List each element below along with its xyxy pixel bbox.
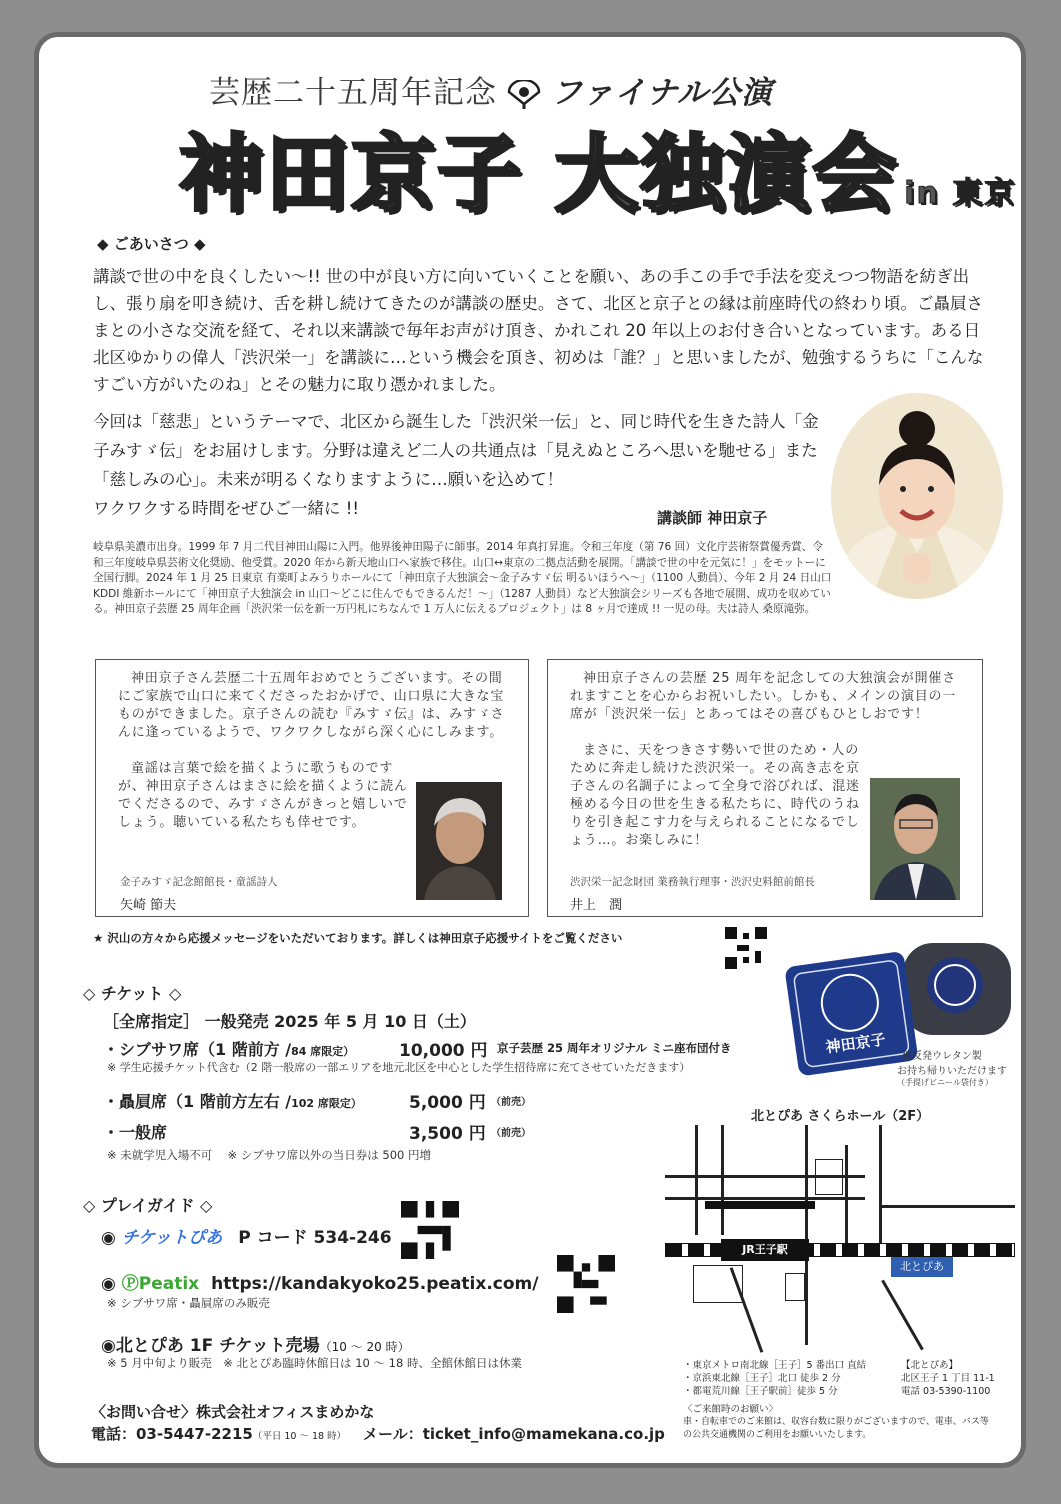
map-railway [665, 1243, 1015, 1257]
subtitle-anniversary: 芸歴二十五周年記念 [209, 75, 497, 111]
bullet-icon: ◉ [101, 1228, 122, 1248]
map-road [881, 1280, 924, 1351]
kyoko-portrait-image [831, 393, 1003, 599]
map-block [815, 1159, 843, 1195]
map-road [665, 1197, 865, 1200]
map-road [879, 1125, 882, 1255]
map-block [693, 1265, 743, 1303]
greeting-heading: ◆ ごあいさつ ◆ [97, 235, 206, 253]
signature: 講談師 神田京子 [657, 509, 768, 527]
main-title [179, 107, 1016, 228]
ticket-shibusawa-seat [103, 1037, 354, 1060]
inoue-photo [870, 778, 960, 900]
peatix-qr-code[interactable] [557, 1255, 615, 1313]
access-map [665, 1125, 1015, 1355]
kyoko-portrait [831, 393, 1003, 599]
biography: 岐阜県美濃市出身。1999 年 7 月二代目神田山陽に入門。他界後神田陽子に師事。2014 年真打昇進。令和三年度（第 76 回）文化庁芸術祭賞優秀賞、令和三年度岐阜県芸術文化奨励、他受賞。2020 年から新天地山口へ家族で移住。山口↔東京の二拠点活動を展開。「講談で世の中を元気に！」をモットーに全国行脚。2024 年 1 月 25 日東京 有楽町よみうりホールにて「神田京子大独演会～金子みすゞ伝 明るいほうへ～」（1100 人動員）、今年 2 月 24 日山口 KDDI 維新ホールにて「神田京子大独演会 in 山口～どこに住んでもできるんだ！～」（1287 人動員）など大独演会シリーズも各地で展開、成功を収めている。神田京子芸歴 25 周年企画「渋沢栄一伝を新一万円札にちなんで 1 万人に伝えるプロジェクト」は 8 ヶ月で達成 !! 一児の母。夫は詩人 桑原滝弥。 [93, 541, 832, 616]
map-road [695, 1125, 698, 1235]
message-1-title: 金子みすゞ記念館館長・童謡詩人 [120, 876, 278, 888]
pia-code: P コード 534-246 [238, 1228, 392, 1248]
cushion-caption-3: （手提げビニール袋付き） [897, 1078, 993, 1087]
ticket-pia[interactable] [101, 1223, 392, 1248]
venue-title: 北とぴあ さくらホール（2F） [751, 1109, 930, 1124]
location-suffix: in 東京 [904, 176, 1017, 211]
ticket-peatix[interactable] [101, 1269, 538, 1294]
venue-box-hours: （10 ～ 20 時） [319, 1340, 410, 1354]
shibusawa-seat-bonus: 京子芸歴 25 周年オリジナル ミニ座布団付き [497, 1041, 732, 1055]
venue-request: 車・自転車でのご来館は、収容台数に限りがございますので、電車、バス等の公共交通機関のご利用をお願いいたします。 [683, 1417, 989, 1440]
contact-phone [91, 1423, 346, 1444]
map-road [805, 1125, 808, 1345]
yazaki-photo [416, 782, 502, 900]
message-2-text-1: 神田京子さんの芸歴 25 周年を記念しての大独演会が開催されますことを心からお祝いしたい。しかも、メインの演目の一席が「渋沢栄一伝」とあってはその喜びもひとしおです！ [570, 671, 957, 722]
pia-qr-code[interactable] [401, 1201, 459, 1259]
venue-address [901, 1359, 995, 1398]
message-1-text-2: 童謡は言葉で絵を描くように歌うものですが、神田京子さんはまさに絵を描くように読んでくださるので、みすゞさんがきっと嬉しいでしょう。聴いている私たちも倖せです。 [118, 761, 408, 830]
cushion-caption-2: お持ち帰りいただけます [897, 1066, 1007, 1077]
message-1-text-1: 神田京子さん芸歴二十五周年おめでとうございます。その間にご家族で山口に来てくださったおかげで、山口県に大きな宝ものができました。京子さんの読む『みすゞ伝』は、みすゞさんに逢っているようで、ワクワクしながら深く心にしみます。 [118, 671, 505, 740]
venue-phone[interactable]: 電話 03-5390-1100 [901, 1386, 991, 1397]
cushion-name: 神田京子 [824, 1030, 887, 1057]
ticket-hiiki-seat [103, 1089, 362, 1112]
hiiki-seat-advance: （前売） [491, 1097, 531, 1108]
access-line-1: ・東京メトロ南北線［王子］5 番出口 直結 [683, 1360, 867, 1371]
general-seat-advance: （前売） [491, 1128, 531, 1139]
greeting-paragraph-2 [93, 407, 823, 523]
map-block [785, 1273, 805, 1301]
shibusawa-seat-price: 10,000 円 [399, 1041, 488, 1061]
playguide-heading: ◇ プレイガイド ◇ [83, 1196, 213, 1215]
greeting-paragraph-2-last: ワクワクする時間をぜひご一緒に !! [93, 499, 359, 518]
subtitle [209, 67, 773, 112]
ticket-notes: ※ 未就学児入場不可 ※ シブサワ席以外の当日券は 500 円増 [107, 1148, 431, 1162]
flyer-sheet [34, 32, 1026, 1468]
ticket-release-date: ［全席指定］ 一般発売 2025 年 5 月 10 日（土） [103, 1012, 476, 1031]
subtitle-final: ファイナル公演 [551, 75, 773, 111]
contact-mail[interactable]: メール：ticket_info@mamekana.co.jp [363, 1425, 665, 1443]
ticket-venue-box [101, 1331, 410, 1356]
cushion-caption [897, 1047, 1007, 1088]
contact-label: 〈お問い合せ〉株式会社オフィスまめかな [91, 1403, 375, 1421]
tickets-heading: ◇ チケット ◇ [83, 984, 182, 1003]
general-seat-price: 3,500 円 [409, 1124, 486, 1144]
address-label: 【北とぴあ】 [901, 1360, 959, 1371]
hiiki-seat-limit: 102 席限定） [291, 1097, 362, 1110]
hiiki-seat-price: 5,000 円 [409, 1093, 486, 1113]
message-2-name: 井上 潤 [570, 898, 623, 913]
peatix-note: ※ シブサワ席・贔屓席のみ販売 [107, 1296, 270, 1310]
fan-icon [507, 80, 541, 110]
venue-box-note: ※ 5 月中旬より販売 ※ 北とぴあ臨時休館日は 10 ～ 18 時、全館休館日は休業 [107, 1356, 522, 1370]
peatix-logo [122, 1274, 199, 1294]
message-1-name: 矢崎 節夫 [120, 898, 177, 913]
shibusawa-seat-name: ・シブサワ席（1 階前方 / [103, 1040, 292, 1059]
message-2-text-2: まさに、天をつきさす勢いで世のため・人のために奔走し続けた渋沢栄一。その高き志を京子さんの名調子によって全身で浴びれば、混迷極める今日の世を生きる私たちに、時代のうねりを引き起こす力を与えられることになるでしょう…。お楽しみに！ [570, 743, 860, 848]
contact-phone-number[interactable]: 電話：03-5447-2215 [91, 1425, 253, 1443]
hiiki-seat-name: ・贔屓席（1 階前方左右 / [103, 1092, 292, 1111]
shibusawa-seat-limit: 84 席限定） [291, 1045, 355, 1058]
message-2-title: 渋沢栄一記念財団 業務執行理事・渋沢史料館前館長 [570, 876, 815, 888]
main-title-text: 神田京子 大独演会 [179, 125, 899, 223]
contact-hours: （平日 10 ～ 18 時） [252, 1431, 347, 1442]
address-text: 北区王子 1 丁目 11-1 [901, 1373, 995, 1384]
access-info [683, 1359, 866, 1398]
ticket-general-seat: ・一般席 [103, 1123, 168, 1142]
map-road [879, 1205, 1015, 1208]
access-line-3: ・都電荒川線［王子駅前］徒歩 5 分 [683, 1386, 838, 1397]
map-road [721, 1125, 724, 1235]
map-road [845, 1145, 848, 1255]
bullet-icon: ◉ [101, 1274, 122, 1294]
support-note: ★ 沢山の方々から応援メッセージをいただいております。詳しくは神田京子応援サイトをご覧ください [93, 931, 623, 945]
message-box-inoue [547, 659, 983, 917]
message-box-kaneko [95, 659, 529, 917]
greeting-paragraph-1: 講談で世の中を良くしたい～!! 世の中が良い方に向いていくことを願い、あの手この手で手法を変えつつ物語を紡ぎ出し、張り扇を叩き続け、舌を耕し続けてきたのが講談の歴史。さて、北区と京子との縁は前座時代の終わり頃。ご贔屓さまとの小さな交流を経て、それ以来講談で毎年お声がけ頂き、かれこれ 20 年以上のお付き合いとなっています。ある日北区ゆかりの偉人「渋沢栄一」を講談に…という機会を頂き、初めは「誰？」と思いましたが、勉強するうちに「こんなすごい方がいたのね」とその魅力に取り憑かれました。 [93, 267, 984, 394]
peatix-p-icon: Ⓟ [121, 1274, 139, 1294]
support-site-qr-code[interactable] [725, 927, 767, 969]
student-ticket-note: ※ 学生応援チケット代含む（2 階一般席の一部エリアを地元北区を中心とした学生招待席に充てさせていただきます） [107, 1061, 691, 1074]
cushion-caption-1: 低反発ウレタン製 [902, 1051, 982, 1062]
map-rail [705, 1201, 815, 1209]
greeting-paragraph-2-text: 今回は「慈悲」というテーマで、北区から誕生した「渋沢栄一伝」と、同じ時代を生きた詩人「金子みすゞ伝」をお届けします。分野は違えど二人の共通点は「見えぬところへ思いを馳せる」また「慈しみの心」。未来が明るくなりますように…願いを込めて！ [93, 412, 819, 489]
venue-request-title: 〈ご来館時のお願い〉 [683, 1404, 779, 1415]
access-line-2: ・京浜東北線［王子］北口 徒歩 2 分 [683, 1373, 841, 1384]
peatix-logo-text: Peatix [138, 1274, 200, 1294]
pia-logo: チケットぴあ [121, 1228, 223, 1248]
map-hokutopia: 北とぴあ [891, 1257, 953, 1277]
venue-box-label: ◉北とぴあ 1F チケット売場 [101, 1336, 320, 1356]
peatix-url[interactable]: https://kandakyoko25.peatix.com/ [211, 1274, 539, 1294]
map-jr-oji-station: JR王子駅 [721, 1239, 809, 1261]
